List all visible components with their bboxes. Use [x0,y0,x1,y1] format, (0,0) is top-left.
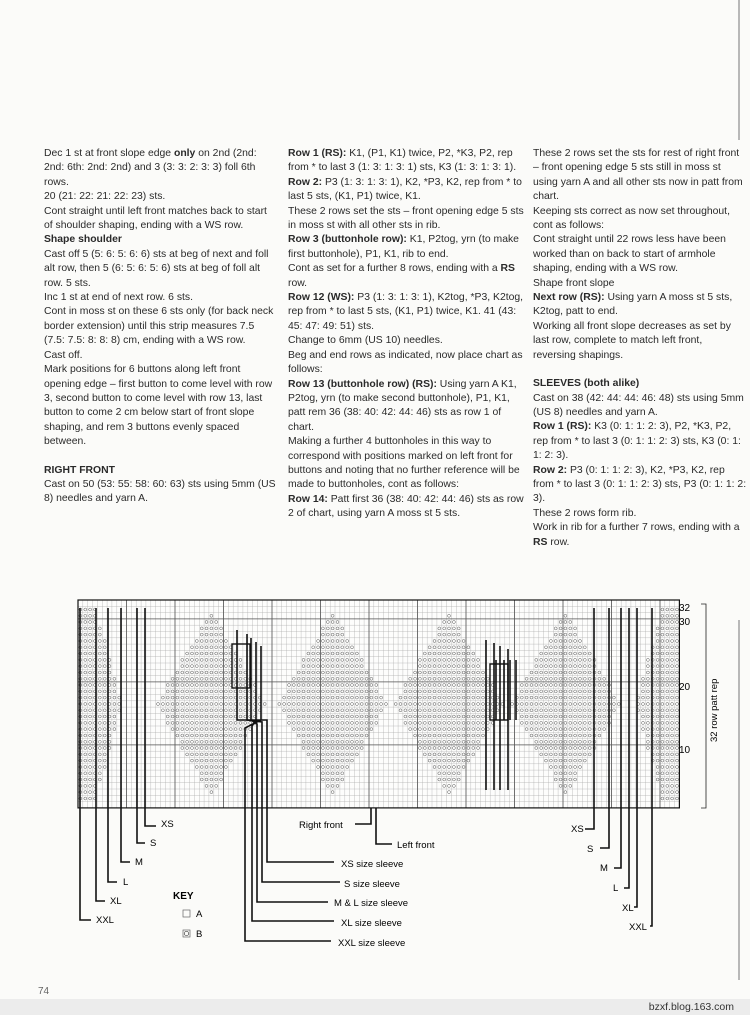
sleeve-label-xl: XL size sleeve [341,918,402,929]
row-instruction: Row 3 (buttonhole row): K1, P2tog, yrn (to make first buttonhole), P1, K1, rib to end. [288,234,519,260]
footer-bar [0,999,750,1015]
sleeve-label-xs: XS size sleeve [341,859,404,870]
paragraph: These 2 rows form rib. [533,507,637,519]
size-label-xl-right: XL [622,903,634,914]
paragraph: Cast on 38 (42: 44: 44: 46: 48) sts using 5mm (US 8) needles and yarn A. [533,392,744,418]
key-title: KEY [173,891,194,902]
page-number: 74 [38,986,50,997]
paragraph: Cast off. [44,349,83,361]
shape-shoulder-heading: Shape shoulder [44,234,122,246]
row-instruction: Row 1 (RS): K1, (P1, K1) twice, P2, *K3, P2, rep from * to last 3 (1: 3: 1: 3: 1) sts, K3 (1: 3: 1: 3: 1). [288,148,517,174]
key-swatch-a [183,910,190,917]
size-label-xxl-left: XXL [96,915,114,926]
page-edge [738,0,740,140]
paragraph: Cont in moss st on these 6 sts only (for back neck border extension) until this strip measures 7.5 (7.5: 7.5: 8: 8: 8) cm, ending with a WS row. [44,306,274,347]
size-label-m-left: M [135,857,143,868]
paragraph: 20 (21: 22: 21: 22: 23) sts. [44,191,166,203]
row-instruction: Row 13 (buttonhole row) (RS): Using yarn A K1, P2tog, yrn (to make second buttonhole), P1, K1, patt rem 36 (38: 40: 42: 44: 46) sts as row 1 of chart. [288,378,517,433]
paragraph: Keeping sts correct as now set throughout, cont as follows: [533,205,730,232]
paragraph: Inc 1 st at end of next row. 6 sts. [44,292,194,304]
shape-front-slope-heading: Shape front slope [533,277,615,289]
row-instruction: Row 14: Patt first 36 (38: 40: 42: 44: 46) sts as row 2 of chart, using yarn A moss st 5 sts. [288,493,524,520]
watermark: bzxf.blog.163.com [648,1001,734,1013]
repeat-bracket [701,604,706,808]
size-label-l-left: L [123,877,129,888]
size-label-l-right: L [613,883,619,894]
paragraph: These 2 rows set the sts – front opening edge 5 sts in moss st with all other sts in rib. [288,205,524,232]
paragraph: Dec 1 st at front slope edge only on 2nd (2nd: 2nd: 6th: 2nd: 2nd) and 3 (3: 3: 2: 3: 3) foll 6th rows. [44,148,257,188]
size-label-m-right: M [600,863,608,874]
size-label-s-left: S [150,838,157,849]
paragraph: Cast off 5 (5: 6: 5: 6: 6) sts at beg of next and foll alt row, then 5 (6: 5: 6: 5: 6) sts at beg of foll alt row. 5 sts. [44,248,269,289]
right-front-label: Right front [299,820,343,831]
key-label-a: A [196,909,203,920]
row-instruction: Row 2: P3 (0: 1: 1: 2: 3), K2, *P3, K2, rep from * to last 3 (0: 1: 1: 2: 3) sts, P3 (0: 1: 1: 2: 3). [533,464,747,505]
paragraph: Cont as set for a further 8 rows, ending with a RS row. [288,263,515,289]
size-label-xxl-right: XXL [629,922,647,933]
sleeve-label-xxl: XXL size sleeve [338,938,406,949]
paragraph: Mark positions for 6 buttons along left front opening edge – first button to come level with row 3, second button to come level with row 13, last button to come 2 cm below start of front slope shaping, and rem 3 buttons evenly spaced between. [44,364,273,448]
sleeve-label-m-l: M & L size sleeve [334,898,409,909]
row-instruction: Next row (RS): Using yarn A moss st 5 sts, K2tog, patt to end. [533,292,733,318]
row-instruction: Row 2: P3 (1: 3: 1: 3: 1), K2, *P3, K2, rep from * to last 5 sts, (K1, P1) twice, K1. [288,176,522,203]
row-number-20: 20 [679,682,691,693]
left-front-label: Left front [397,840,435,851]
right-front-heading: RIGHT FRONT [44,464,115,476]
paragraph: Making a further 4 buttonholes in this way to correspond with positions marked on left front for buttons and noting that no further reference will be made to buttonholes, cont as follows: [288,436,520,491]
size-label-xl-left: XL [110,896,122,907]
paragraph: Cont straight until left front matches back to start of shoulder shaping, ending with a WS row. [44,205,267,232]
sleeve-label-s: S size sleeve [344,879,400,890]
row-number-10: 10 [679,745,691,756]
row-number-30: 30 [679,617,691,628]
size-label-s-right: S [587,844,594,855]
paragraph: Cont straight until 22 rows less have been worked than on back to start of armhole shaping, ending with a WS row. [533,234,726,275]
paragraph: Working all front slope decreases as set by last row, complete to match left front, reversing shapings. [533,320,731,361]
size-label-xs-left: XS [161,819,174,830]
chart-grid [78,600,679,808]
paragraph: Change to 6mm (US 10) needles. [288,335,443,347]
key-symbol-b [184,931,188,935]
page-edge [738,620,740,980]
row-instruction: Row 1 (RS): K3 (0: 1: 1: 2: 3), P2, *K3, P2, rep from * to last 3 (0: 1: 1: 2: 3) sts, K3 (0: 1: 1: 2: 3). [533,421,741,462]
paragraph: Beg and end rows as indicated, now place chart as follows: [288,349,523,376]
repeat-label: 32 row patt rep [709,678,720,742]
row-number-32: 32 [679,603,691,614]
paragraph: Cast on 50 (53: 55: 58: 60: 63) sts using 5mm (US 8) needles and yarn A. [44,478,276,505]
size-label-xs-right: XS [571,824,584,835]
key-label-b: B [196,929,203,940]
sleeves-heading: SLEEVES (both alike) [533,378,640,390]
paragraph: Work in rib for a further 7 rows, ending with a RS row. [533,522,740,548]
row-instruction: Row 12 (WS): P3 (1: 3: 1: 3: 1), K2tog, *P3, K2tog, rep from * to last 5 sts, (K1, P1) twice, K1. 41 (43: 45: 47: 49: 51) sts. [288,292,524,332]
paragraph: These 2 rows set the sts for rest of right front – front opening edge 5 sts still in moss st using yarn A and all other sts now in patt from chart. [533,148,743,203]
